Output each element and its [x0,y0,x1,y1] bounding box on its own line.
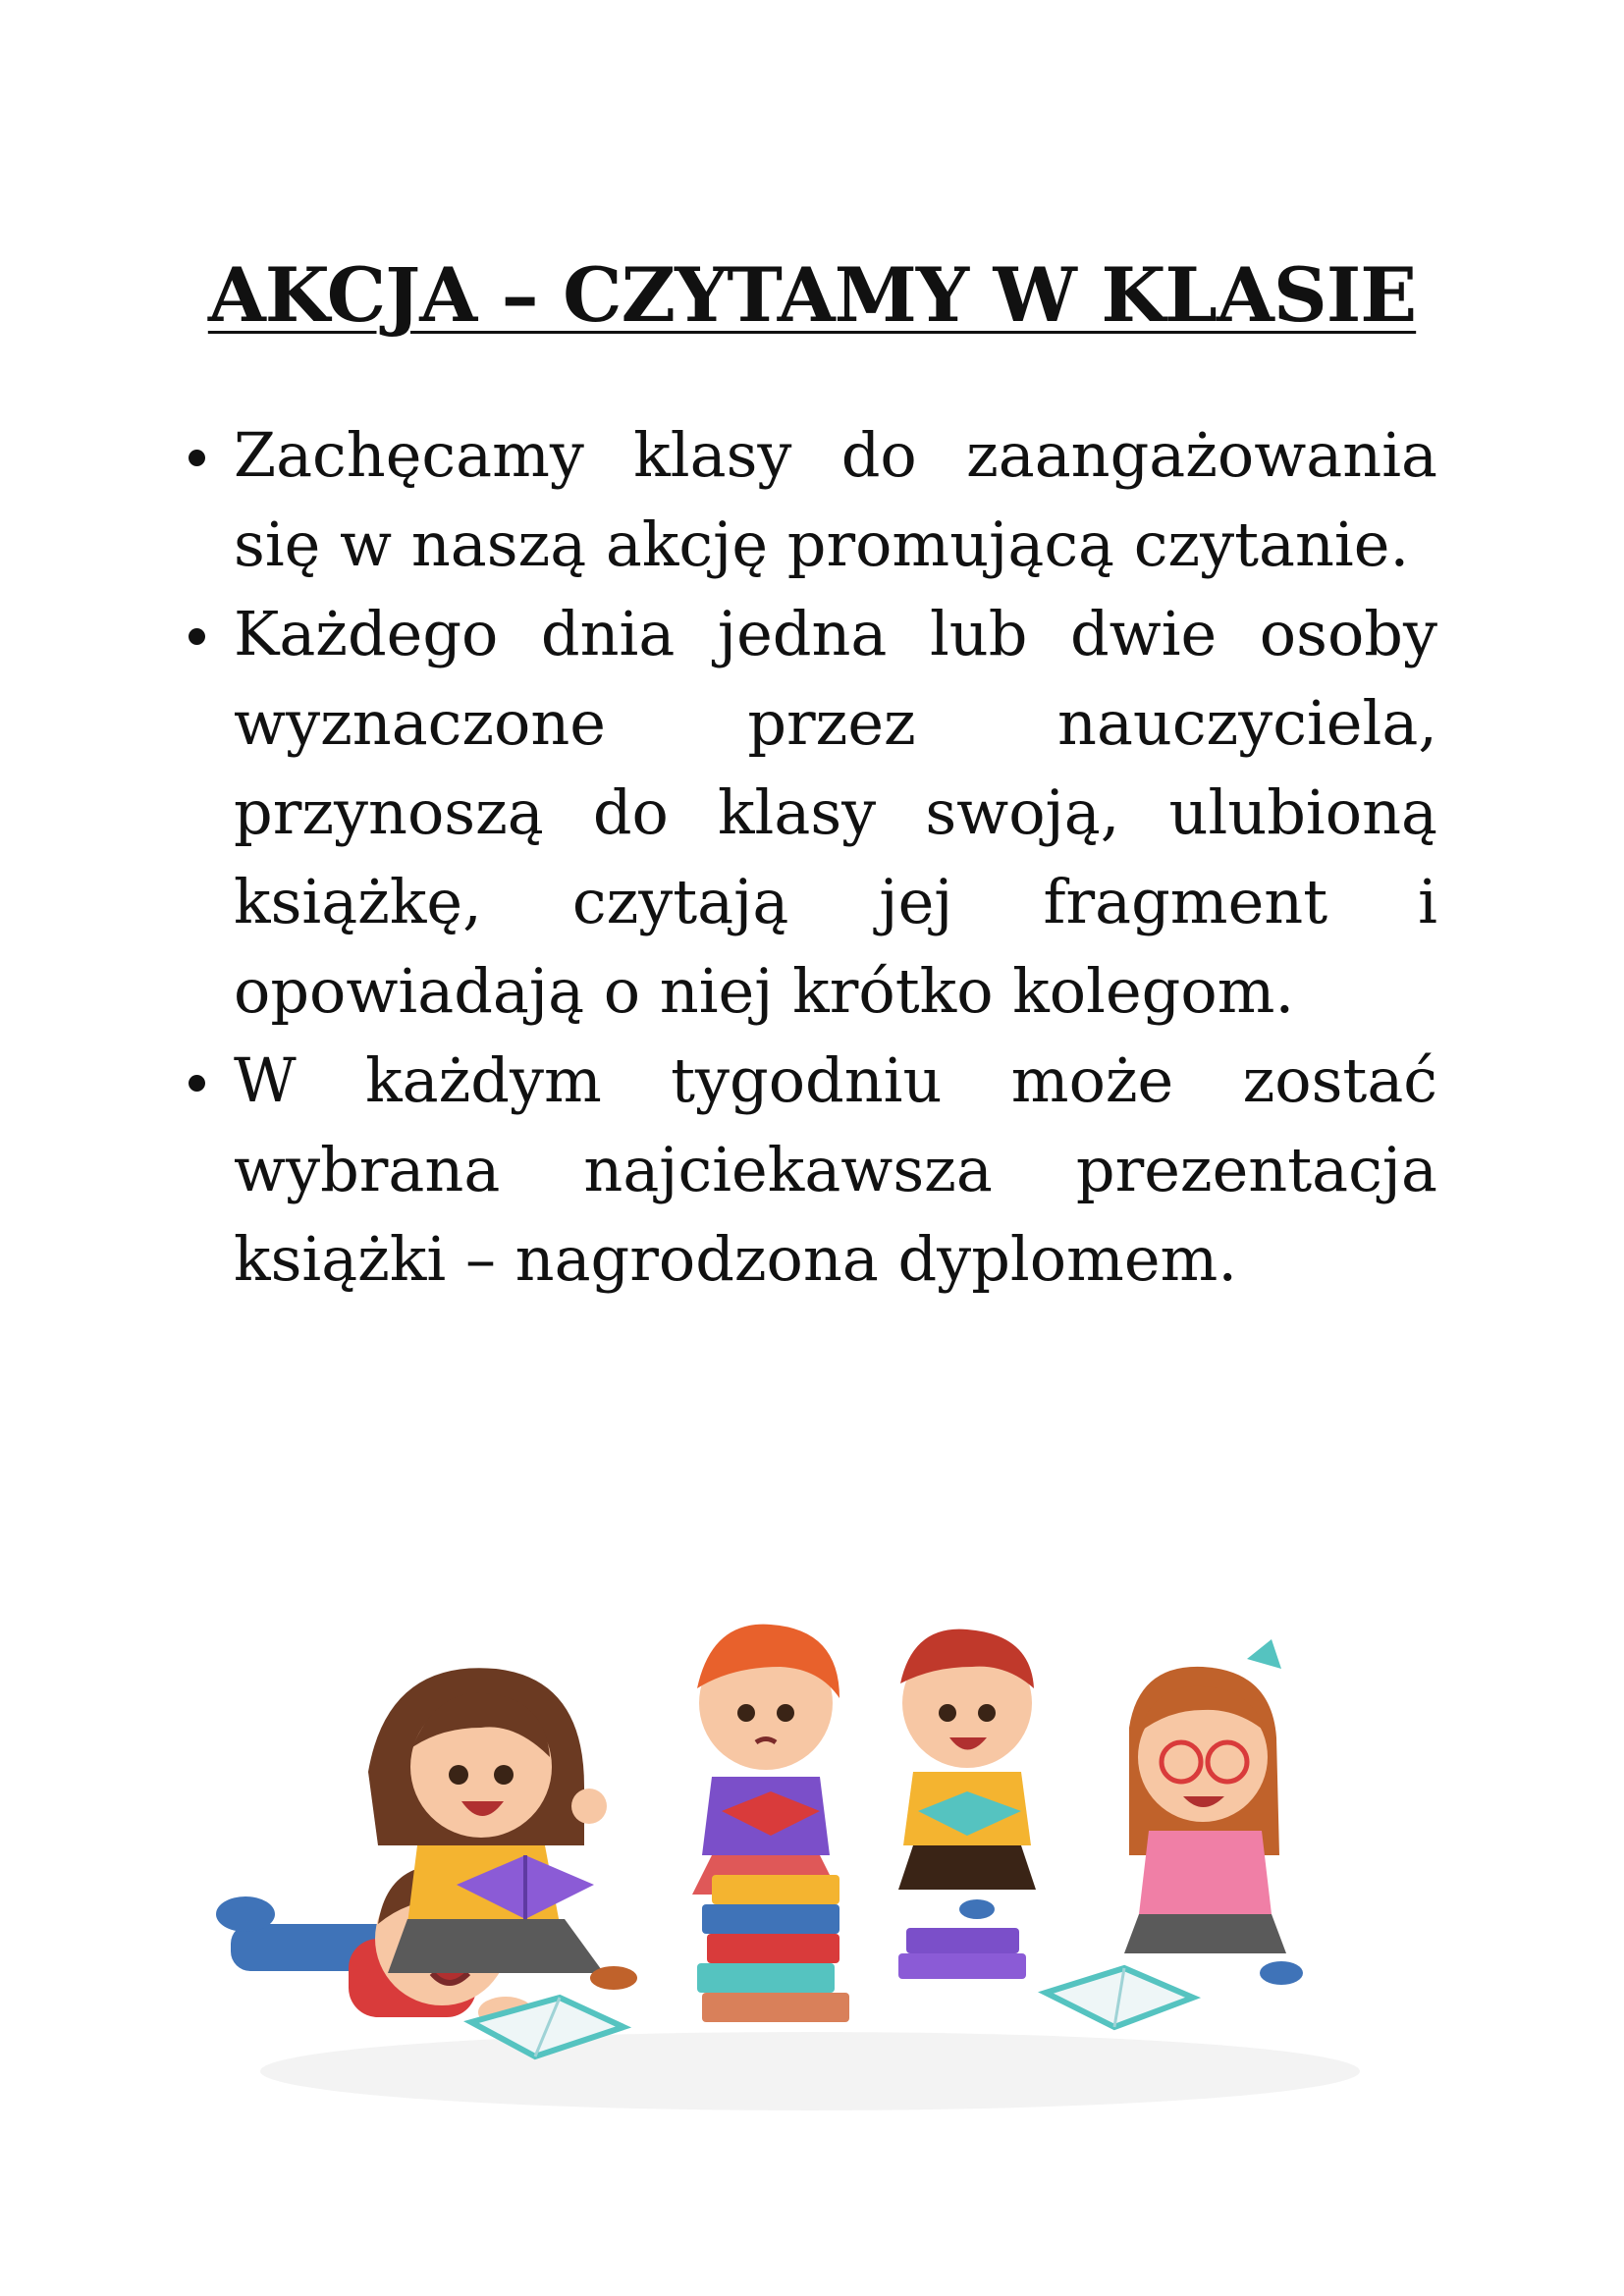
page-title: AKCJA – CZYTAMY W KLASIE [207,250,1417,339]
boy-teal-book-figure [898,1629,1036,1919]
bullet-item-2: Każdego dnia jedna lub dwie osoby wyznaczone przez nauczyciela, przynoszą do klasy swoją, ulubioną książkę, czytają jej fragment i opowiadają o niej krótko kolegom. [234,589,1437,1036]
open-book-right-icon [1046,1968,1193,2027]
purple-books-icon [898,1928,1026,1979]
girl-with-glasses-figure [1124,1639,1303,1985]
bullet-item-3: W każdym tygodniu może zostać wybrana najciekawsza prezentacja książki – nagrodzona dyplomem. [234,1036,1437,1304]
book-stack-icon [697,1875,849,2022]
bullet-item-1: Zachęcamy klasy do zaangażowania się w naszą akcję promującą czytanie. [234,410,1437,589]
children-reading-illustration [191,1561,1429,2130]
boy-red-book-figure [692,1625,839,1895]
girl-with-book-figure [368,1668,637,1990]
bullet-list [234,410,1437,1304]
